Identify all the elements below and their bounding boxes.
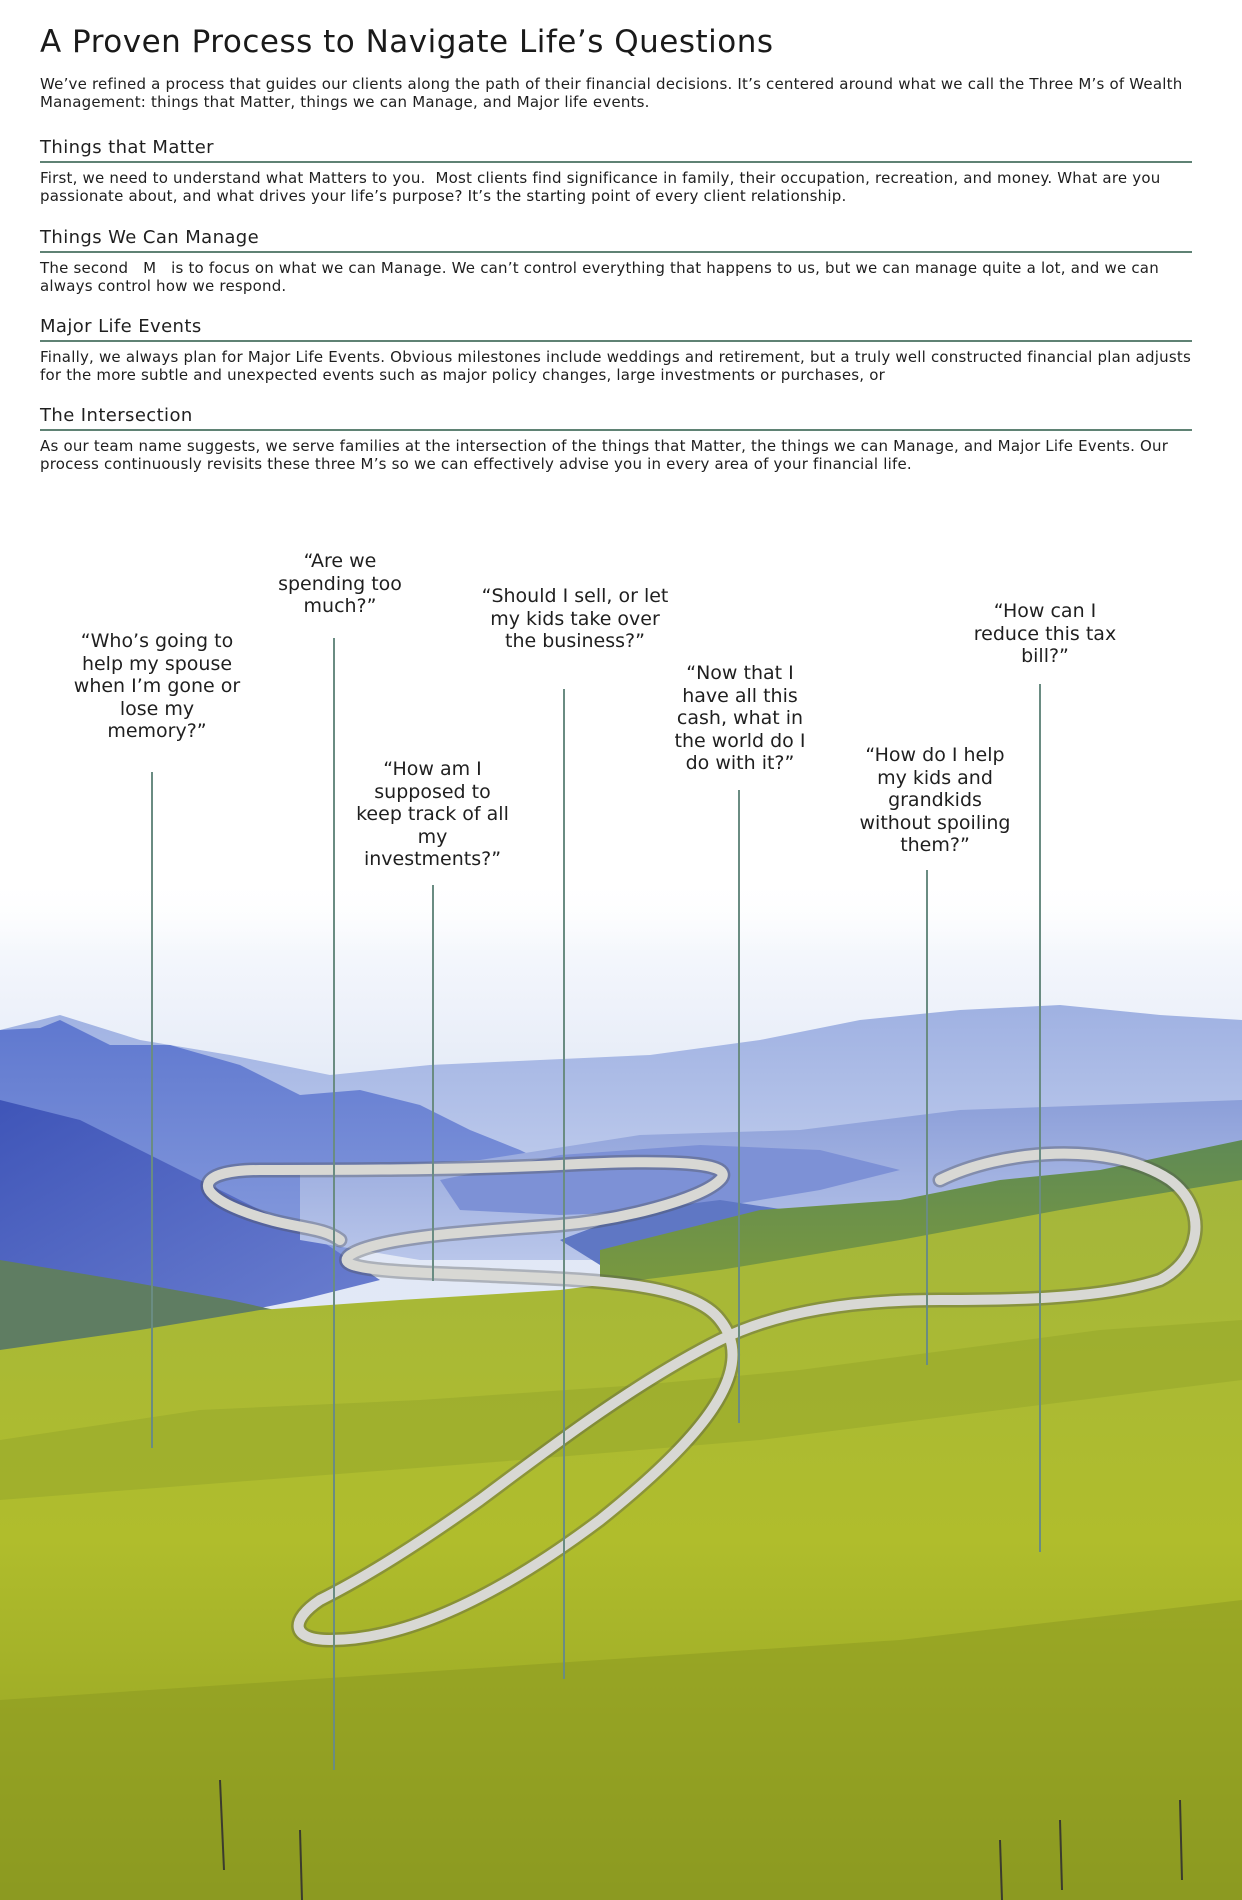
section-the-intersection [40, 403, 1192, 475]
section-things-that-matter [40, 135, 1192, 207]
section-divider [40, 161, 1192, 163]
question-sell-business: “Should I sell, or let my kids take over the business?” [481, 585, 669, 652]
question-spouse: “Who’s going to help my spouse when I’m gone or lose my memory?” [73, 630, 241, 742]
question-track-investments: “How am I supposed to keep track of all my investments?” [356, 758, 509, 870]
question-help-kids: “How do I help my kids and grandkids without spoiling them?” [859, 744, 1011, 856]
section-body: Finally, we always plan for Major Life Events. Obvious milestones include weddings and retirement, but a truly well constructed financial plan adjusts for the more subtle and unexpected events such as major policy changes, large investments or purchases, or [40, 348, 1196, 384]
section-body: The second M is to focus on what we can Manage. We can’t control everything that happens to us, but we can manage quite a lot, and we can always control how we respond. [40, 259, 1164, 295]
winding-road-landscape-image [0, 880, 1242, 1900]
section-heading: Things We Can Manage [40, 227, 260, 248]
landscape-illustration [0, 880, 1242, 1900]
section-divider [40, 251, 1192, 253]
intro-paragraph: We’ve refined a process that guides our clients along the path of their financial decisions. It’s centered around what we call the Three M’s of Wealth Management: things that Matter, things we can Manage, and Major life events. [40, 75, 1183, 111]
section-heading: Things that Matter [40, 137, 214, 158]
question-cash: “Now that I have all this cash, what in the world do I do with it?” [674, 662, 806, 774]
section-heading: The Intersection [40, 405, 193, 426]
section-body: As our team name suggests, we serve families at the intersection of the things that Matter, the things we can Manage, and Major Life Events. Our process continuously revisits these three M’s so we can effectively advise you in every area of your financial life. [40, 437, 1174, 473]
page-title: A Proven Process to Navigate Life’s Questions [40, 24, 774, 60]
question-tax-bill: “How can I reduce this tax bill?” [973, 600, 1117, 667]
section-divider [40, 340, 1192, 342]
section-body: First, we need to understand what Matters to you. Most clients find significance in family, their occupation, recreation, and money. What are you passionate about, and what drives your life’s purpose? It’s the starting point of every client relationship. [40, 169, 1166, 205]
question-spending: “Are we spending too much?” [278, 550, 402, 617]
section-major-life-events [40, 314, 1196, 386]
section-heading: Major Life Events [40, 316, 202, 337]
section-things-we-can-manage [40, 225, 1192, 297]
section-divider [40, 429, 1192, 431]
